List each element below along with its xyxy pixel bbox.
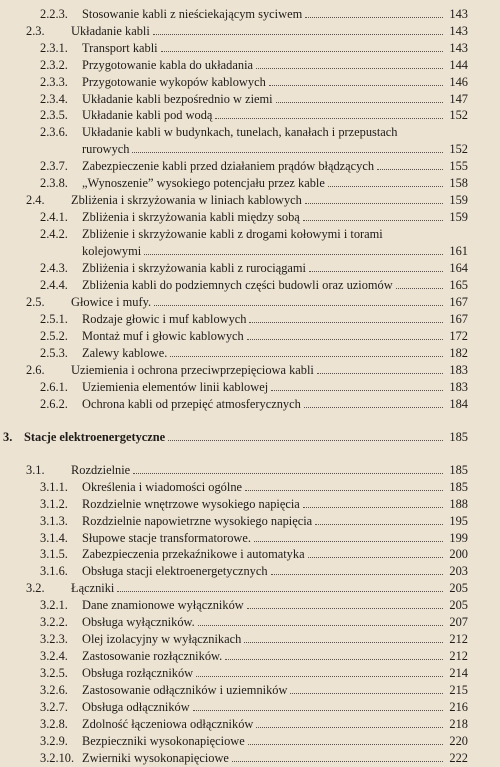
toc-entry-page: 152 xyxy=(449,142,468,156)
toc-entry xyxy=(40,513,468,530)
dot-leader xyxy=(232,750,443,762)
toc-entry-number: 3.2.6. xyxy=(40,683,68,697)
toc-entry-title: Zbliżenia i skrzyżowania kabli z rurociągami xyxy=(82,261,306,275)
toc-entry-number: 3.2. xyxy=(26,581,45,595)
dot-leader xyxy=(248,733,443,745)
toc-entry xyxy=(40,563,468,580)
toc-entry xyxy=(40,648,468,665)
toc-entry-number: 3.2.7. xyxy=(40,700,68,714)
toc-entry xyxy=(26,192,468,209)
toc-entry-page: 172 xyxy=(449,329,468,343)
toc-entry-title: Dane znamionowe wyłączników xyxy=(82,598,244,612)
toc-entry-title: Zbliżenie i skrzyżowanie kabli z drogami kołowymi i torami xyxy=(82,227,383,241)
toc-entry-number: 3.2.1. xyxy=(40,598,68,612)
dot-leader xyxy=(154,294,443,306)
toc-entry-page: 188 xyxy=(449,497,468,511)
toc-entry xyxy=(40,716,468,733)
toc-entry-title: Zabezpieczenia przekaźnikowe i automatyka xyxy=(82,547,305,561)
toc-entry-number: 2.6.1. xyxy=(40,380,68,394)
toc-entry-title: Przygotowanie wykopów kablowych xyxy=(82,75,266,89)
toc-entry-page: 212 xyxy=(449,632,468,646)
dot-leader xyxy=(309,260,443,272)
toc-entry-page: 144 xyxy=(449,58,468,72)
toc-entry-page: 185 xyxy=(449,430,468,444)
toc-entry-number: 3.2.3. xyxy=(40,632,68,646)
toc-entry-title: Określenia i wiadomości ogólne xyxy=(82,480,243,494)
dot-leader xyxy=(249,311,443,323)
toc-entry xyxy=(40,496,468,513)
toc-entry xyxy=(40,311,468,328)
toc-entry xyxy=(40,158,468,175)
toc-entry-page: 195 xyxy=(449,514,468,528)
toc-entry-number: 2.5.3. xyxy=(40,346,68,360)
toc-entry-page: 207 xyxy=(449,615,468,629)
toc-entry-page: 205 xyxy=(449,581,468,595)
toc-entry-page: 218 xyxy=(449,717,468,731)
toc-entry-title: Stacje elektroenergetyczne xyxy=(24,430,166,444)
toc-entry-title: Zbliżenia i skrzyżowania w liniach kablowych xyxy=(71,193,302,207)
toc-entry xyxy=(40,345,468,362)
toc-entry-title: Przygotowanie kabla do układania xyxy=(82,58,254,72)
toc-entry xyxy=(40,479,468,496)
dot-leader xyxy=(117,580,443,592)
toc-entry-title: „Wynoszenie” wysokiego potencjału przez kable xyxy=(82,176,325,190)
dot-leader xyxy=(168,429,443,441)
dot-leader xyxy=(271,379,443,391)
toc-entry-title: Obsługa odłączników xyxy=(82,700,190,714)
dot-leader xyxy=(317,362,443,374)
toc-entry-number: 2.6. xyxy=(26,363,45,377)
dot-leader xyxy=(196,665,443,677)
toc-entry-number: 2.5.2. xyxy=(40,329,68,343)
toc-entry-title: Zbliżenia i skrzyżowania kabli między sobą xyxy=(82,210,300,224)
toc-entry-number: 3.1.2. xyxy=(40,497,68,511)
dot-leader xyxy=(315,513,443,525)
dot-leader xyxy=(245,479,443,491)
toc-entry-number: 2.3.1. xyxy=(40,41,68,55)
toc-entry-title: Montaż muf i głowic kablowych xyxy=(82,329,244,343)
dot-leader xyxy=(305,192,443,204)
toc-entry-number: 2.4. xyxy=(26,193,45,207)
toc-entry xyxy=(40,733,468,750)
toc-entry xyxy=(40,379,468,396)
toc-entry xyxy=(26,462,468,479)
dot-leader xyxy=(225,648,443,660)
toc-entry-number: 3.2.5. xyxy=(40,666,68,680)
dot-leader xyxy=(193,699,443,711)
toc-entry-page: 183 xyxy=(449,380,468,394)
toc-entry-title: Układanie kabli xyxy=(71,24,150,38)
toc-entry-page: 215 xyxy=(449,683,468,697)
toc-entry-number: 3. xyxy=(3,430,13,444)
toc-entry-page: 147 xyxy=(449,92,468,106)
dot-leader xyxy=(328,175,443,187)
toc-entry-page: 183 xyxy=(449,363,468,377)
dot-leader xyxy=(256,716,443,728)
toc-entry xyxy=(40,209,468,226)
toc-entry-page: 161 xyxy=(449,244,468,258)
toc-entry-number: 3.1.3. xyxy=(40,514,68,528)
dot-leader xyxy=(290,682,443,694)
toc-entry xyxy=(40,597,468,614)
toc-entry-title: Układanie kabli bezpośrednio w ziemi xyxy=(82,92,273,106)
dot-leader xyxy=(215,107,443,119)
toc-entry-number: 2.3.7. xyxy=(40,159,68,173)
toc-entry xyxy=(40,396,468,413)
toc-entry-title: Rozdzielnie xyxy=(71,463,131,477)
toc-entry-page: 165 xyxy=(449,278,468,292)
toc-entry-page: 167 xyxy=(449,312,468,326)
toc-entry-title: Uziemienia i ochrona przeciwprzepięciowa kabli xyxy=(71,363,314,377)
toc-entry-title: Układanie kabli pod wodą xyxy=(82,108,213,122)
toc-entry-page: 185 xyxy=(449,480,468,494)
toc-entry-title: Zwierniki wysokonapięciowe xyxy=(82,751,229,765)
toc-entry-page: 222 xyxy=(449,751,468,765)
toc-entry-continuation xyxy=(40,141,468,158)
toc-entry xyxy=(40,91,468,108)
dot-leader xyxy=(256,57,443,69)
toc-entry-page: 185 xyxy=(449,463,468,477)
toc-entry xyxy=(40,631,468,648)
toc-entry-number: 3.1. xyxy=(26,463,45,477)
dot-leader xyxy=(244,631,443,643)
toc-entry-page: 159 xyxy=(449,193,468,207)
toc-entry-title: Zastosowanie rozłączników. xyxy=(82,649,223,663)
toc-entry-continuation xyxy=(40,243,468,260)
toc-entry xyxy=(40,699,468,716)
toc-entry xyxy=(40,546,468,563)
toc-entry-title: Obsługa stacji elektroenergetycznych xyxy=(82,564,268,578)
dot-leader xyxy=(276,91,443,103)
toc-entry-title: Bezpieczniki wysokonapięciowe xyxy=(82,734,245,748)
toc-entry-page: 164 xyxy=(449,261,468,275)
toc-entry xyxy=(40,277,468,294)
toc-entry-title-continuation: kolejowymi xyxy=(82,244,142,258)
toc-entry-page: 220 xyxy=(449,734,468,748)
toc-entry xyxy=(40,6,468,23)
toc-entry-page: 146 xyxy=(449,75,468,89)
toc-entry-number: 3.2.9. xyxy=(40,734,68,748)
toc-entry-number: 2.3.6. xyxy=(40,125,68,139)
toc-entry-title: Rozdzielnie wnętrzowe wysokiego napięcia xyxy=(82,497,300,511)
toc-entry-number: 3.1.5. xyxy=(40,547,68,561)
toc-entry-page: 182 xyxy=(449,346,468,360)
toc-entry-page: 184 xyxy=(449,397,468,411)
dot-leader xyxy=(396,277,443,289)
toc-entry xyxy=(40,750,468,767)
dot-leader xyxy=(133,462,443,474)
toc-entry-page: 143 xyxy=(449,41,468,55)
toc-entry-number: 2.3. xyxy=(26,24,45,38)
toc-entry-number: 2.5. xyxy=(26,295,45,309)
toc-entry xyxy=(26,362,468,379)
toc-entry-number: 3.2.4. xyxy=(40,649,68,663)
toc-entry-number: 3.1.1. xyxy=(40,480,68,494)
toc-entry-number: 2.2.3. xyxy=(40,7,68,21)
toc-entry-title: Rozdzielnie napowietrzne wysokiego napięcia xyxy=(82,514,313,528)
toc-entry-number: 3.1.4. xyxy=(40,531,68,545)
toc-entry-title: Łączniki xyxy=(71,581,115,595)
toc-entry-title: Rodzaje głowic i muf kablowych xyxy=(82,312,247,326)
toc-entry-number: 3.1.6. xyxy=(40,564,68,578)
dot-leader xyxy=(144,243,443,255)
toc-entry-number: 2.3.8. xyxy=(40,176,68,190)
dot-leader xyxy=(170,345,443,357)
dot-leader xyxy=(303,209,443,221)
dot-leader xyxy=(305,6,443,18)
toc-entry-title: Transport kabli xyxy=(82,41,158,55)
toc-entry-page: 199 xyxy=(449,531,468,545)
toc-entry-title: Uziemienia elementów linii kablowej xyxy=(82,380,269,394)
toc-entry-number: 3.2.8. xyxy=(40,717,68,731)
toc-entry-number: 2.6.2. xyxy=(40,397,68,411)
toc-entry-number: 2.3.2. xyxy=(40,58,68,72)
toc-entry xyxy=(40,40,468,57)
toc-entry-title: Stosowanie kabli z nieściekającym syciwem xyxy=(82,7,303,21)
toc-entry-page: 200 xyxy=(449,547,468,561)
toc-entry xyxy=(40,260,468,277)
dot-leader xyxy=(271,563,443,575)
toc-entry-title-continuation: rurowych xyxy=(82,142,130,156)
toc-entry-page: 143 xyxy=(449,24,468,38)
toc-entry xyxy=(26,294,468,311)
toc-entry xyxy=(40,530,468,547)
toc-entry xyxy=(40,614,468,631)
toc-entry-number: 2.4.4. xyxy=(40,278,68,292)
toc-entry-title: Olej izolacyjny w wyłącznikach xyxy=(82,632,242,646)
toc-entry-page: 159 xyxy=(449,210,468,224)
toc-entry-page: 216 xyxy=(449,700,468,714)
dot-leader xyxy=(161,40,443,52)
toc-entry xyxy=(40,124,468,141)
dot-leader xyxy=(153,23,443,35)
toc-entry xyxy=(40,328,468,345)
dot-leader xyxy=(269,74,443,86)
toc-entry-number: 2.3.4. xyxy=(40,92,68,106)
toc-entry xyxy=(26,580,468,597)
toc-entry-title: Obsługa wyłączników. xyxy=(82,615,195,629)
toc-entry-page: 143 xyxy=(449,7,468,21)
toc-entry-title: Obsługa rozłączników xyxy=(82,666,194,680)
toc-entry xyxy=(40,74,468,91)
toc-entry-page: 214 xyxy=(449,666,468,680)
dot-leader xyxy=(304,396,443,408)
toc-entry-title: Zalewy kablowe. xyxy=(82,346,168,360)
toc-entry-title: Zdolność łączeniowa odłączników xyxy=(82,717,254,731)
toc-entry xyxy=(3,429,468,446)
toc-entry-page: 203 xyxy=(449,564,468,578)
toc-entry-number: 2.3.3. xyxy=(40,75,68,89)
toc-entry xyxy=(40,682,468,699)
toc-entry xyxy=(26,23,468,40)
toc-entry-page: 152 xyxy=(449,108,468,122)
dot-leader xyxy=(254,530,443,542)
toc-entry-number: 2.4.3. xyxy=(40,261,68,275)
toc-entry-title: Słupowe stacje transformatorowe. xyxy=(82,531,251,545)
dot-leader xyxy=(308,546,443,558)
toc-entry-number: 2.4.1. xyxy=(40,210,68,224)
toc-entry-page: 212 xyxy=(449,649,468,663)
toc-entry-page: 158 xyxy=(449,176,468,190)
toc-entry-page: 205 xyxy=(449,598,468,612)
toc-entry-title: Zabezpieczenie kabli przed działaniem prądów błądzących xyxy=(82,159,375,173)
toc-entry-title: Układanie kabli w budynkach, tunelach, kanałach i przepustach xyxy=(82,125,398,139)
toc-entry-number: 3.2.2. xyxy=(40,615,68,629)
dot-leader xyxy=(303,496,443,508)
toc-entry-number: 2.4.2. xyxy=(40,227,68,241)
toc-entry-number: 2.3.5. xyxy=(40,108,68,122)
toc-entry-number: 3.2.10. xyxy=(40,751,75,765)
toc-entry-title: Ochrona kabli od przepięć atmosferycznych xyxy=(82,397,301,411)
toc-entry-page: 155 xyxy=(449,159,468,173)
toc-entry xyxy=(40,175,468,192)
toc-entry-title: Zbliżenia kabli do podziemnych części budowli oraz uziomów xyxy=(82,278,393,292)
dot-leader xyxy=(377,158,443,170)
toc-entry-page: 167 xyxy=(449,295,468,309)
toc-entry xyxy=(40,665,468,682)
toc-entry xyxy=(40,107,468,124)
toc-entry-title: Zastosowanie odłączników i uziemników xyxy=(82,683,288,697)
dot-leader xyxy=(247,597,443,609)
dot-leader xyxy=(198,614,443,626)
toc-entry xyxy=(40,226,468,243)
toc-entry-number: 2.5.1. xyxy=(40,312,68,326)
toc-entry-title: Głowice i mufy. xyxy=(71,295,152,309)
toc-entry xyxy=(40,57,468,74)
dot-leader xyxy=(132,141,443,153)
dot-leader xyxy=(247,328,443,340)
